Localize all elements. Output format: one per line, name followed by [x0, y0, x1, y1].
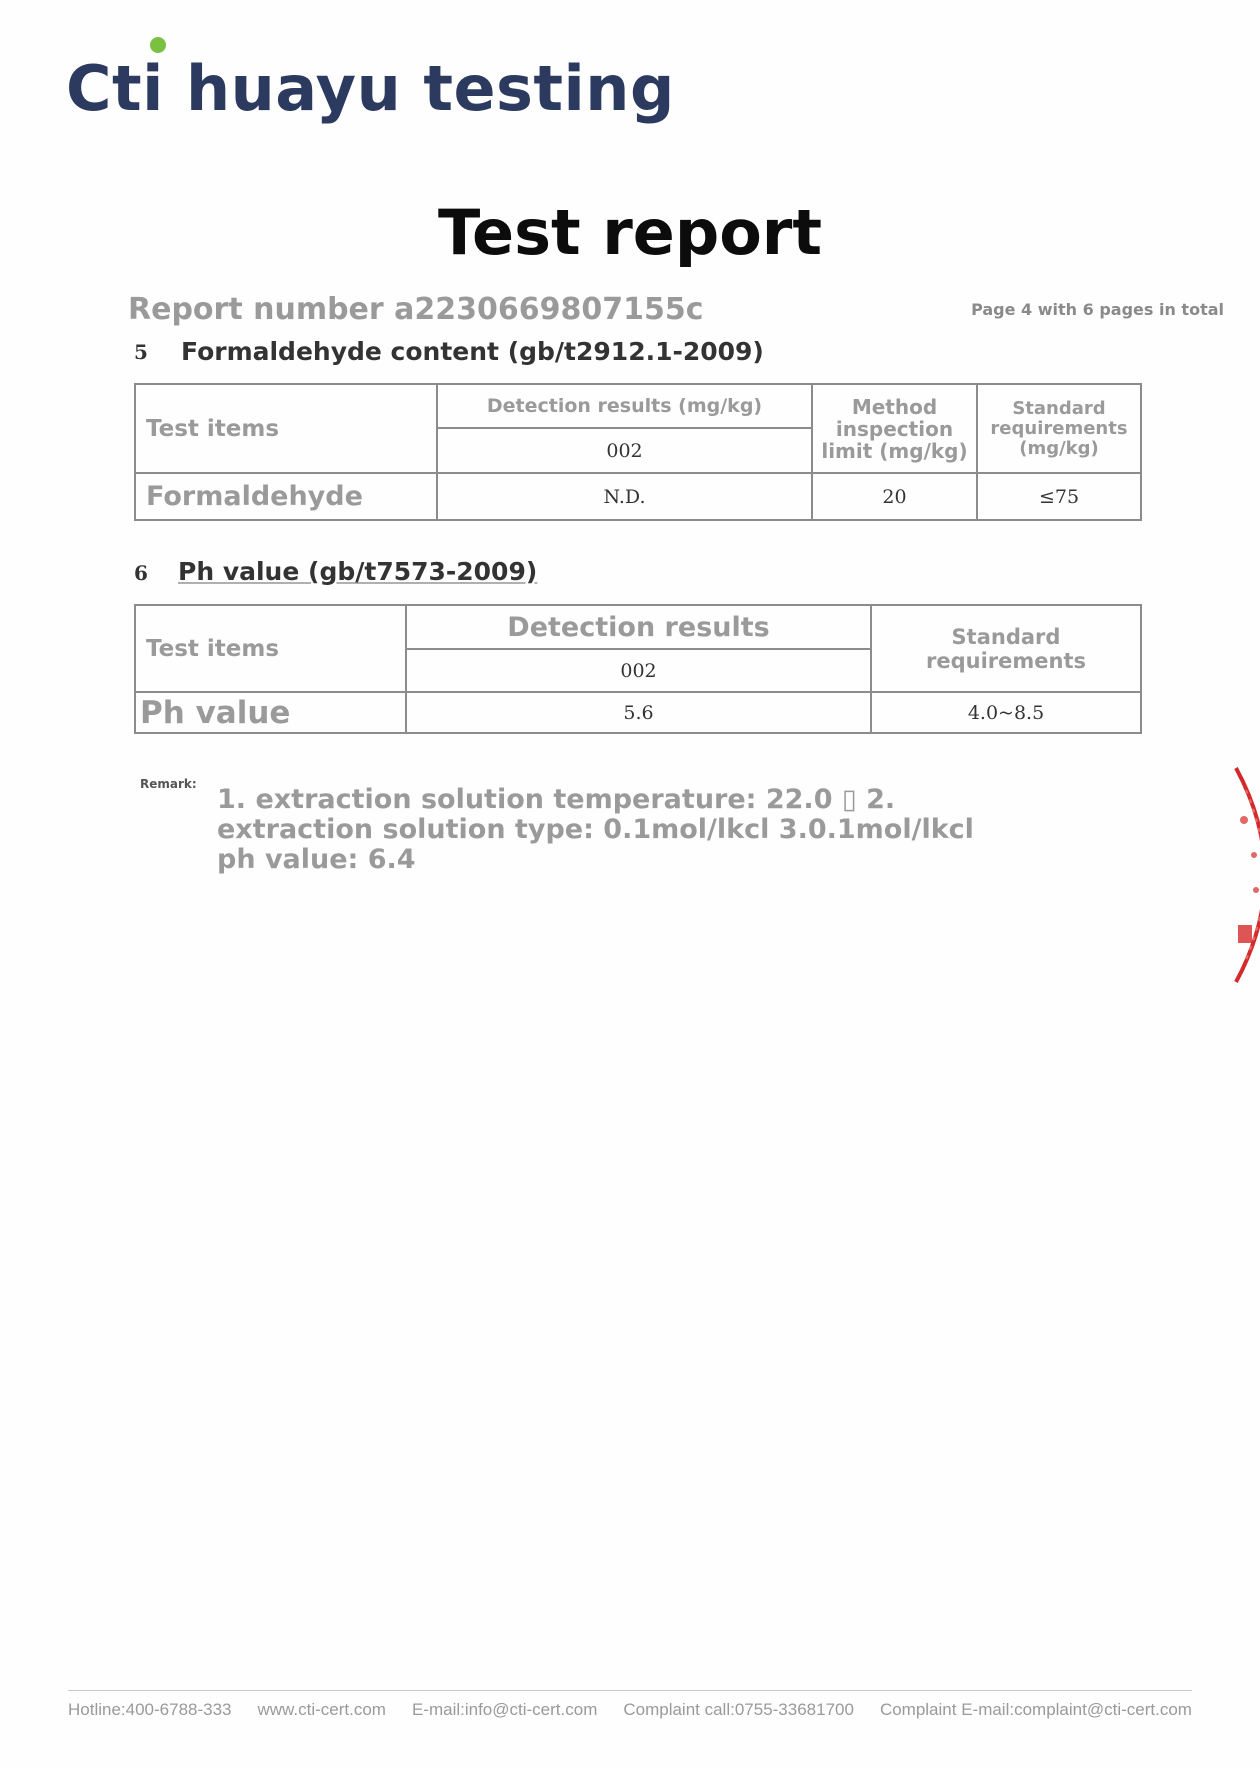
footer-complaint-email[interactable]: Complaint E-mail:complaint@cti-cert.com — [879, 1700, 1192, 1719]
footer-hotline: Hotline:400-6788-333 — [68, 1700, 232, 1719]
section-5-number: 5 — [134, 340, 148, 364]
section-6-number: 6 — [134, 561, 148, 585]
footer-website[interactable]: www.cti-cert.com — [257, 1700, 386, 1719]
header-sample-id: 002 — [606, 439, 643, 462]
report-number: Report number a2230669807155c — [128, 292, 704, 327]
header-standard-requirements: Standard requirements — [926, 624, 1086, 673]
formaldehyde-table — [134, 383, 1142, 521]
row-method-limit: 20 — [882, 485, 907, 508]
row-standard: ≤75 — [1038, 485, 1080, 508]
section-5-title: Formaldehyde content (gb/t2912.1-2009) — [181, 337, 764, 366]
row-result: N.D. — [603, 485, 646, 508]
page-info: Page 4 with 6 pages in total — [971, 300, 1224, 319]
header-detection-results: Detection results — [507, 611, 770, 643]
row-item-ph-value: Ph value — [140, 694, 291, 731]
company-logo: Cti huayu testing — [66, 52, 675, 125]
header-test-items: Test items — [146, 415, 280, 442]
header-sample-id: 002 — [620, 659, 657, 682]
logo-dot — [150, 37, 166, 53]
remark-text: 1. extraction solution temperature: 22.0 ▯ 2. extraction solution type: 0.1mol/lkcl 3.0.1mol/lkcl ph value: 6.4 — [217, 784, 974, 875]
row-standard: 4.0~8.5 — [967, 701, 1045, 724]
footer-complaint-call: Complaint call:0755-33681700 — [623, 1700, 854, 1719]
remark-label: Remark: — [140, 777, 197, 791]
row-item-formaldehyde: Formaldehyde — [146, 481, 363, 512]
ph-value-table — [134, 604, 1142, 734]
footer-divider — [68, 1690, 1192, 1691]
row-result: 5.6 — [623, 701, 654, 724]
header-test-items: Test items — [146, 635, 280, 662]
footer — [68, 1700, 1192, 1720]
section-6-title: Ph value (gb/t7573-2009) — [178, 557, 538, 586]
header-method-limit: Method inspection limit (mg/kg) — [821, 394, 968, 463]
header-detection-results: Detection results (mg/kg) — [486, 395, 763, 417]
header-standard-requirements: Standard requirements (mg/kg) — [990, 397, 1128, 459]
footer-email[interactable]: E-mail:info@cti-cert.com — [411, 1700, 598, 1719]
official-stamp-icon — [1224, 760, 1260, 990]
page-title: Test report — [437, 196, 823, 269]
